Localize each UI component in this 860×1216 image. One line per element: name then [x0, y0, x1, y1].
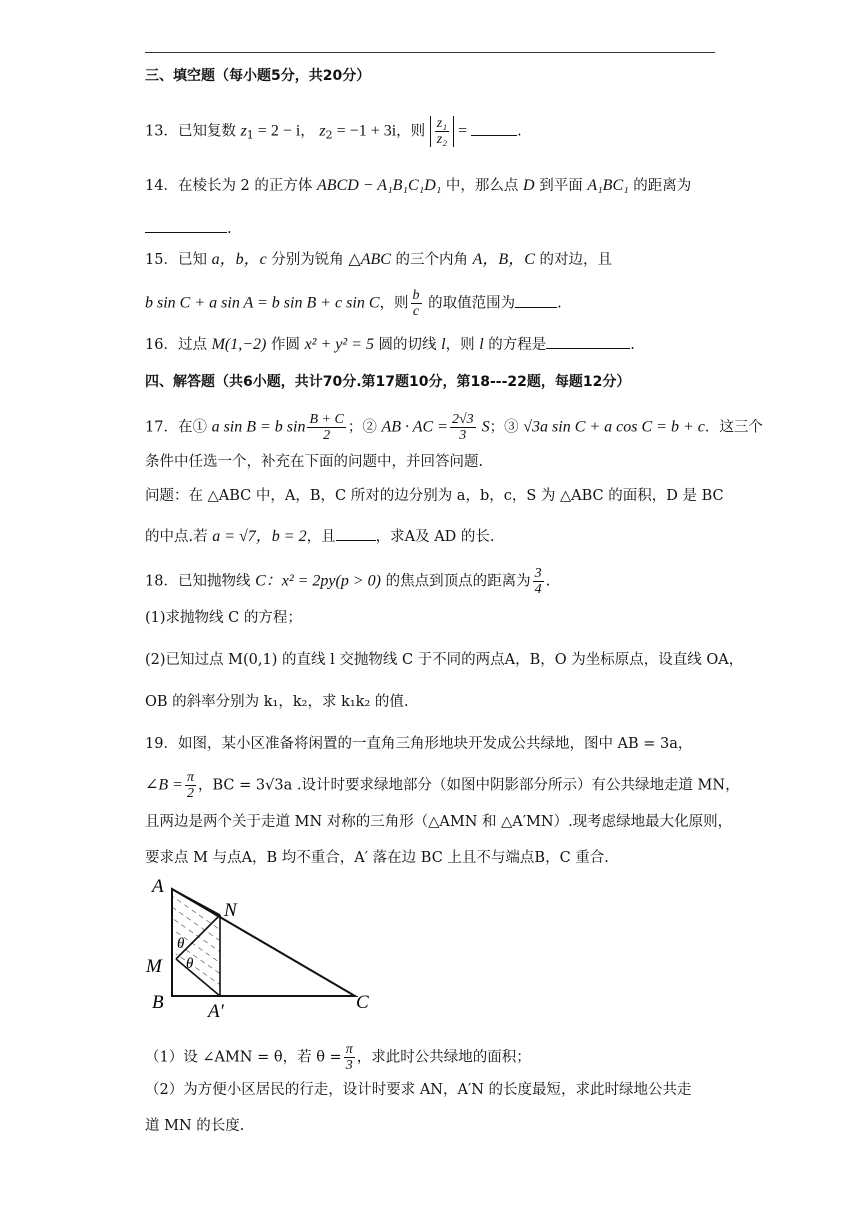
- answer-blank-15: [515, 293, 557, 308]
- question-19-part1: （1）设 ∠AMN = θ，若 θ = $\frac{\pi}{3}$ ，求此时公共绿地的面积；: [145, 1042, 531, 1073]
- question-19-line4: 要求点 M 与点A，B 均不重合，A′ 落在边 BC 上且不与端点B，C 重合.: [145, 850, 609, 866]
- question-18-part3: OB 的斜率分别为 k₁，k₂，求 k₁k₂ 的值.: [145, 694, 409, 710]
- question-14-blank-line: .: [145, 218, 232, 239]
- question-13: 13．已知复数 $z_1 = 2 - i$， $z_2 = -1 + 3i$，则 $\frac{\text{z₁}}{\text{z₂}}$ = .: [145, 116, 522, 147]
- question-19-part3: 道 MN 的长度.: [145, 1118, 245, 1134]
- label-A: A: [152, 876, 164, 897]
- question-17-line4: 的中点.若 a = √7，b = 2，且 ，求A及 AD 的长.: [145, 528, 495, 545]
- header-rule: [145, 52, 715, 53]
- question-17-line3: 问题：在 △ABC 中，A，B，C 所对的边分别为 a，b，c，S 为 △ABC 的面积，D 是 BC: [145, 488, 724, 504]
- question-15: 15．已知 a，b，c 分别为锐角 △ABC 的三个内角 A，B，C 的对边，且: [145, 251, 612, 268]
- question-18: 18．已知抛物线 C：x² = 2py(p > 0) 的焦点到顶点的距离为 $\frac{3}{4}$ .: [145, 566, 551, 597]
- question-19-part2: （2）为方便小区居民的行走，设计时要求 AN，A′N 的长度最短，求此时绿地公共走: [145, 1082, 692, 1098]
- question-14: 14．在棱长为 2 的正方体 ABCD − A₁B₁C₁D₁ 中，那么点 D 到平面 A₁BC₁ 的距离为: [145, 177, 692, 194]
- label-A-prime: A′: [208, 1001, 224, 1022]
- label-theta-lower: θ: [186, 956, 194, 972]
- label-theta-upper: θ: [177, 936, 185, 952]
- question-15-line2: b sin C + a sin A = b sin B + c sin C，则 $\frac{b}{c}$ 的取值范围为 .: [145, 288, 562, 319]
- question-19-line3: 且两边是两个关于走道 MN 对称的三角形（△AMN 和 △A′MN）.现考虑绿地最大化原则，: [145, 814, 733, 830]
- modulus-fraction: $\frac{\text{z₁}}{\text{z₂}}$: [430, 116, 454, 147]
- label-M: M: [146, 956, 162, 977]
- question-17-line2: 条件中任选一个，补充在下面的问题中，并回答问题.: [145, 454, 484, 470]
- label-B: B: [152, 992, 164, 1013]
- question-17: 17．在① a sin B = b sin $\frac{B + C}{2}$ ；② AB · AC = $\frac{2√3}{3}$ S；③ √3a sin C + a cos C = b + c．这三个: [145, 412, 763, 443]
- answer-blank-14: [145, 218, 227, 233]
- right-triangle-figure: [140, 874, 380, 1024]
- answer-blank-13: [471, 121, 517, 136]
- section-answer-heading: 四、解答题（共6小题，共计70分.第17题10分，第18---22题，每题12分）: [145, 374, 631, 390]
- label-N: N: [224, 900, 237, 921]
- question-19: 19．如图，某小区准备将闲置的一直角三角形地块开发成公共绿地，图中 AB = 3a，: [145, 736, 693, 752]
- answer-blank-17: [336, 526, 376, 541]
- question-18-part2: (2)已知过点 M(0,1) 的直线 l 交抛物线 C 于不同的两点A，B，O 为坐标原点，设直线 OA，: [145, 652, 744, 668]
- question-18-part1: (1)求抛物线 C 的方程；: [145, 610, 302, 626]
- answer-blank-16: [546, 334, 630, 349]
- question-19-line2: ∠B = $\frac{\pi}{2}$ ，BC = 3√3a .设计时要求绿地部分（如图中阴影部分所示）有公共绿地走道 MN，: [145, 770, 740, 801]
- section-fill-heading: 三、填空题（每小题5分，共20分）: [145, 68, 371, 84]
- question-16: 16．过点 M(1,−2) 作圆 x² + y² = 5 圆的切线 l，则 l 的方程是 .: [145, 336, 635, 353]
- label-C: C: [356, 992, 369, 1013]
